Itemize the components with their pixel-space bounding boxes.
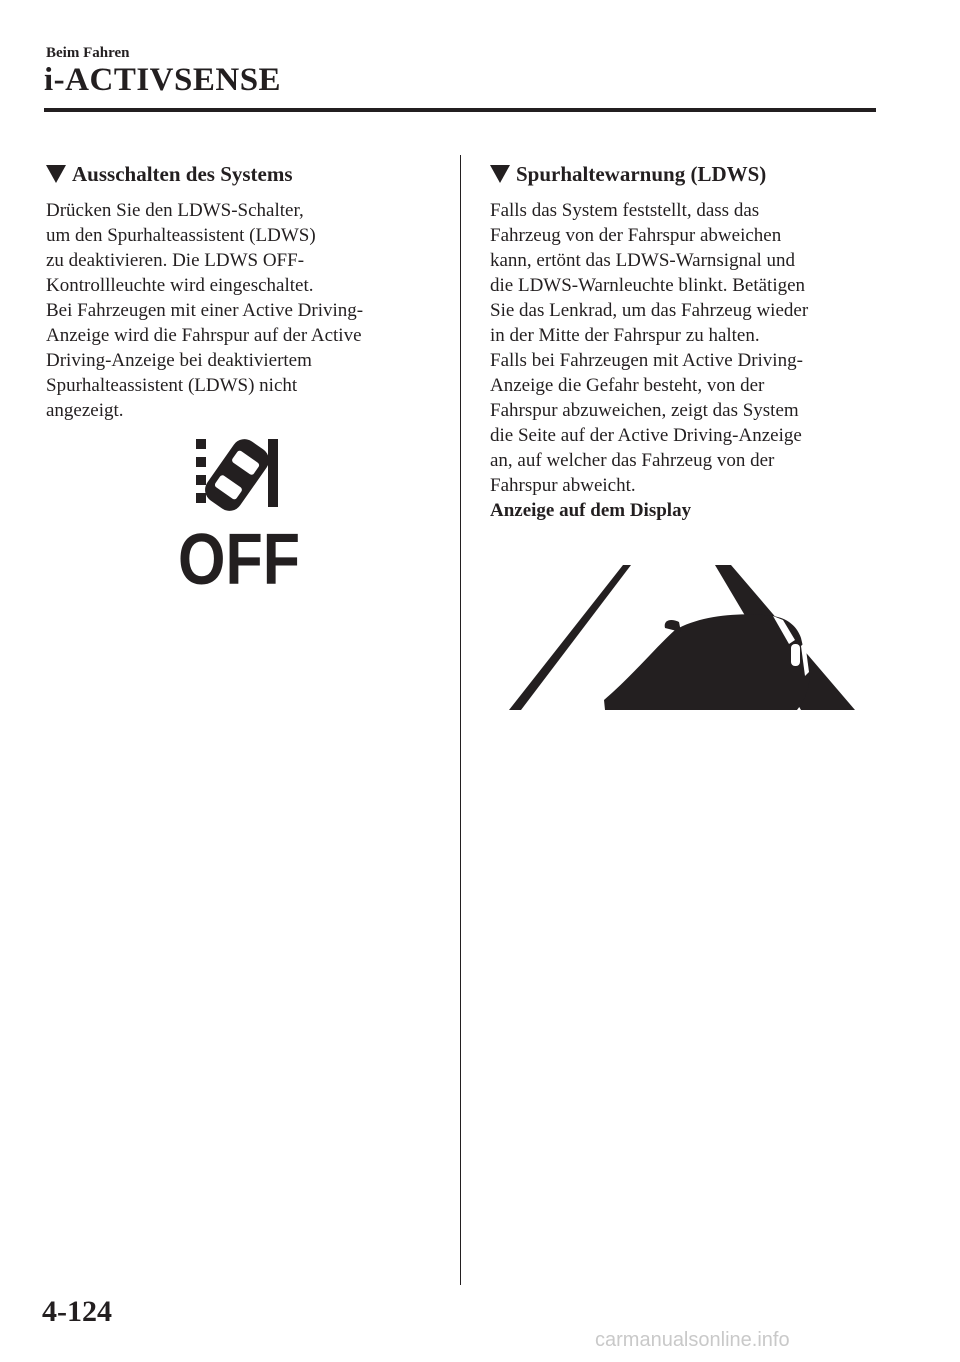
right-heading	[490, 160, 875, 188]
text-line: Driving-Anzeige bei deaktiviertem	[46, 350, 312, 371]
text-line: kann, ertönt das LDWS-Warnsignal und	[490, 250, 796, 271]
left-paragraph	[46, 198, 431, 423]
watermark: carmanualsonline.info	[595, 1329, 790, 1351]
car-mirror-icon	[665, 620, 681, 632]
text-line: Falls das System feststellt, dass das	[490, 200, 760, 221]
text-line: Anzeige wird die Fahrspur auf der Active	[46, 325, 362, 346]
text-line: in der Mitte der Fahrspur zu halten.	[490, 325, 760, 346]
text-line: Drücken Sie den LDWS-Schalter,	[46, 200, 304, 221]
triangle-bullet-icon	[46, 165, 66, 183]
left-heading	[46, 160, 431, 188]
text-line: Fahrspur abweicht.	[490, 475, 636, 496]
text-line: zu deaktivieren. Die LDWS OFF-	[46, 250, 305, 271]
right-column	[490, 160, 875, 523]
text-line: Fahrzeug von der Fahrspur abweichen	[490, 225, 782, 246]
text-line: Kontrollleuchte wird eingeschaltet.	[46, 275, 314, 296]
text-line: um den Spurhalteassistent (LDWS)	[46, 225, 316, 246]
header-rule	[44, 108, 876, 112]
car-silhouette-icon	[604, 614, 809, 710]
text-line: an, auf welcher das Fahrzeug von der	[490, 450, 775, 471]
text-line: die LDWS-Warnleuchte blinkt. Betätigen	[490, 275, 806, 296]
section-label: Beim Fahren	[46, 45, 130, 61]
display-subheading: Anzeige auf dem Display	[490, 500, 692, 521]
text-line: angezeigt.	[46, 400, 124, 421]
left-column	[46, 160, 431, 423]
triangle-bullet-icon	[490, 165, 510, 183]
text-line: Sie das Lenkrad, um das Fahrzeug wieder	[490, 300, 809, 321]
page-number: 4-124	[42, 1295, 112, 1328]
text-line: Falls bei Fahrzeugen mit Active Driving-	[490, 350, 803, 371]
text-line: Bei Fahrzeugen mit einer Active Driving-	[46, 300, 364, 321]
text-line: Fahrspur abzuweichen, zeigt das System	[490, 400, 799, 421]
right-paragraph	[490, 198, 875, 498]
text-line: Spurhalteassistent (LDWS) nicht	[46, 375, 298, 396]
text-line: Anzeige die Gefahr besteht, von der	[490, 375, 765, 396]
ldws-off-indicator-icon	[170, 435, 310, 590]
off-label: OFF	[178, 520, 300, 590]
text-line: die Seite auf der Active Driving-Anzeige	[490, 425, 802, 446]
chapter-title: i-ACTIVSENSE	[44, 62, 282, 98]
lane-departure-display-illustration	[505, 560, 865, 720]
left-lane-line	[509, 565, 631, 710]
left-heading-text: Ausschalten des Systems	[72, 162, 293, 186]
right-heading-text: Spurhaltewarnung (LDWS)	[516, 162, 767, 186]
column-divider	[460, 155, 461, 1285]
